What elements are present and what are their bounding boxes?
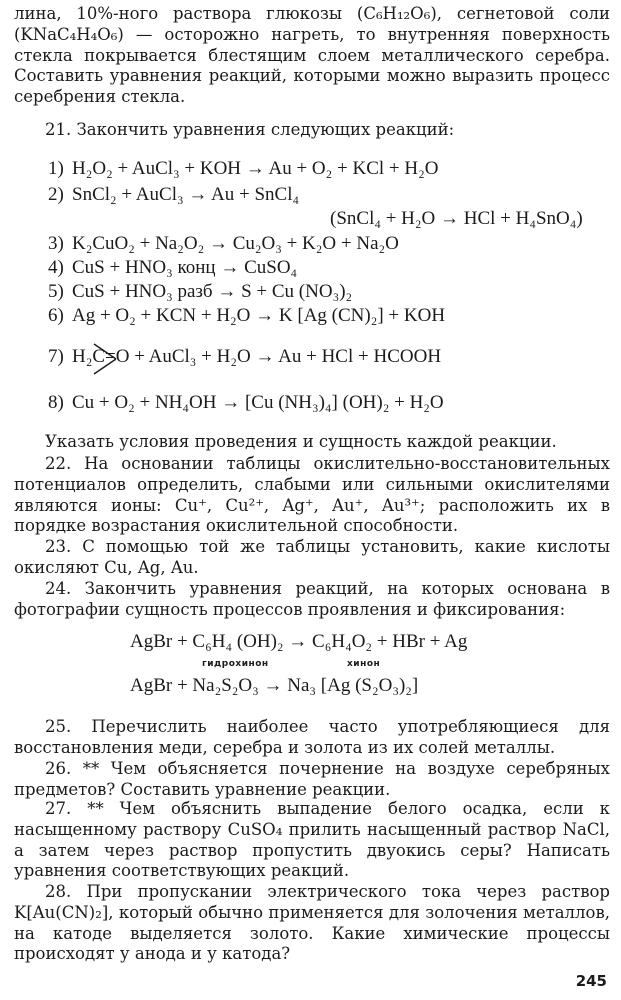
question-25: 25. Перечислить наиболее часто употребляющиеся для восстановления меди, серебра и золота из их солей металлы. — [14, 717, 610, 757]
formaldehyde-bracket — [90, 340, 120, 378]
equation-8: 8) Cu + O₂ + NH₄OH → [Cu (NH₃)₄] (OH)₂ + H₂O — [48, 392, 444, 413]
equation-6: 6) Ag + O₂ + KCN + H₂O → K [Ag (CN)₂] + KOH — [48, 305, 446, 326]
label-quinone: хинон — [347, 659, 381, 669]
conditions-line: Указать условия проведения и сущность каждой реакции. — [45, 432, 557, 451]
photo-reaction-2: AgBr + Na₂S₂O₃ → Na₃ [Ag (S₂O₃)₂] — [130, 675, 419, 696]
equation-5: 5) CuS + HNO₃ разб → S + Cu (NO₃)₂ — [48, 281, 353, 302]
intro-paragraph: лина, 10%-ного раствора глюкозы (C₆H₁₂O₆), сегнетовой соли (KNaC₄H₄O₆) — осторожно нагреть, то внутренняя поверхность стекла покрывается блестящим слоем металлического серебра. Составить уравнения реакций, которыми можно выразить процесс серебрения стекла. — [14, 4, 610, 107]
equation-7: 7) H₂C=O + AuCl₃ + H₂O → Au + HCl + HCOOH — [48, 346, 442, 367]
question-26: 26. ** Чем объясняется почернение на воздухе серебряных предметов? Составить уравнение реакции. — [14, 759, 610, 799]
equation-3: 3) K₂CuO₂ + Na₂O₂ → Cu₂O₃ + K₂O + Na₂O — [48, 233, 399, 254]
equation-1: 1) H₂O₂ + AuCl₃ + KOH → Au + O₂ + KCl + H₂O — [48, 158, 439, 179]
question-23: 23. С помощью той же таблицы установить, какие кислоты окисляют Cu, Ag, Au. — [14, 537, 610, 577]
question-24: 24. Закончить уравнения реакций, на которых основана в фотографии сущность процессов проявления и фиксирования: — [14, 579, 610, 619]
equation-4: 4) CuS + HNO₃ конц → CuSO₄ — [48, 257, 298, 278]
label-hydroquinone: гидрохинон — [202, 659, 269, 669]
question-28: 28. При пропускании электрического тока через раствор K[Au(CN)₂], который обычно применяется для золочения металлов, на катоде выделяется золото. Какие химические процессы происходят у анода и у катода? — [14, 882, 610, 964]
equation-2-note: (SnCl₄ + H₂O → HCl + H₄SnO₄) — [330, 208, 583, 229]
question-21: 21. Закончить уравнения следующих реакций: — [45, 120, 455, 139]
equation-2: 2) SnCl₂ + AuCl₃ → Au + SnCl₄ — [48, 184, 300, 205]
question-22: 22. На основании таблицы окислительно-восстановительных потенциалов определить, слабыми или сильными окислителями являются ионы: Cu⁺, Cu²⁺, Ag⁺, Au⁺, Au³⁺; расположить их в порядке возрастания окислительной способности. — [14, 454, 610, 536]
question-27: 27. ** Чем объяснить выпадение белого осадка, если к насыщенному раствору CuSO₄ прилить насыщенный раствор NaCl, а затем через раствор пропустить двуокись серы? Написать уравнения соответствующих реакций. — [14, 799, 610, 881]
page-number: 245 — [575, 972, 607, 990]
photo-reaction-1: AgBr + C₆H₄ (OH)₂ → C₆H₄O₂ + HBr + Ag — [130, 631, 468, 652]
